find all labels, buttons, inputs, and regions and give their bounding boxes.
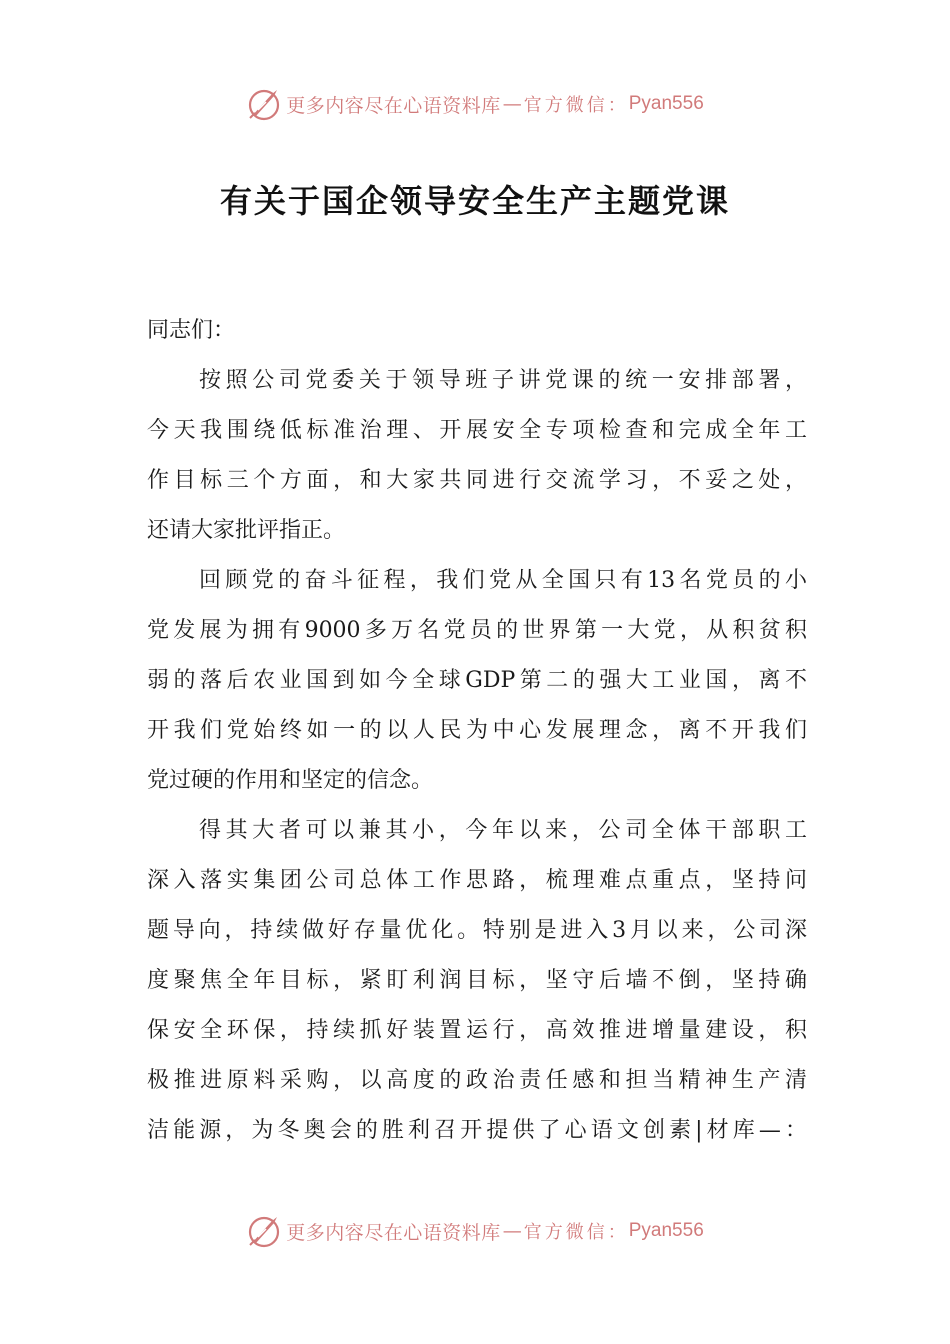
body-line: 党过硬的作用和坚定的信念。 — [147, 768, 434, 793]
body-line: 弱的落后农业国到如今全球GDP第二的强大工业国，离不 — [147, 668, 807, 693]
body-line: 洁能源，为冬奥会的胜利召开提供了心语文创素|材库—： — [147, 1118, 807, 1143]
banner-label: 官方微信： — [523, 95, 629, 116]
body-line: 极推进原料采购，以高度的政治责任感和担当精神生产清 — [147, 1068, 807, 1093]
document-title: 有关于国企领导安全生产主题党课 — [219, 182, 730, 220]
document-body — [147, 306, 807, 1156]
body-line: 度聚焦全年目标，紧盯利润目标，坚守后墙不倒，坚持确 — [147, 968, 807, 993]
header-watermark-banner — [0, 84, 950, 124]
banner-separator: — — [502, 93, 522, 115]
quill-pen-logo-icon — [246, 86, 282, 122]
body-line: 深入落实集团公司总体工作思路，梳理难点重点，坚持问 — [147, 868, 807, 893]
banner-text: 更多内容尽在心语资料库 — [286, 1221, 501, 1244]
body-line: 开我们党始终如一的以人民为中心发展理念，离不开我们 — [147, 718, 807, 743]
body-line: 保安全环保，持续抓好装置运行，高效推进增量建设，积 — [147, 1018, 807, 1043]
body-line: 题导向，持续做好存量优化。特别是进入3月以来，公司深 — [147, 918, 807, 943]
banner-label: 官方微信： — [523, 1222, 629, 1243]
body-line: 作目标三个方面，和大家共同进行交流学习，不妥之处， — [147, 468, 807, 493]
banner-account: Pyan556 — [628, 93, 704, 114]
quill-pen-logo-icon — [246, 1213, 282, 1249]
banner-account: Pyan556 — [628, 1220, 704, 1241]
body-line: 得其大者可以兼其小，今年以来，公司全体干部职工 — [199, 818, 807, 843]
body-line: 今天我围绕低标准治理、开展安全专项检查和完成全年工 — [147, 418, 807, 443]
banner-text: 更多内容尽在心语资料库 — [286, 94, 501, 117]
body-line: 党发展为拥有9000多万名党员的世界第一大党，从积贫积 — [147, 618, 807, 643]
banner-separator: — — [502, 1220, 522, 1242]
salutation-line: 同志们： — [147, 318, 236, 343]
body-line: 回顾党的奋斗征程，我们党从全国只有13名党员的小 — [199, 568, 807, 593]
footer-watermark-banner — [0, 1211, 950, 1251]
body-line: 按照公司党委关于领导班子讲党课的统一安排部署， — [199, 368, 807, 393]
body-line: 还请大家批评指正。 — [147, 518, 346, 543]
